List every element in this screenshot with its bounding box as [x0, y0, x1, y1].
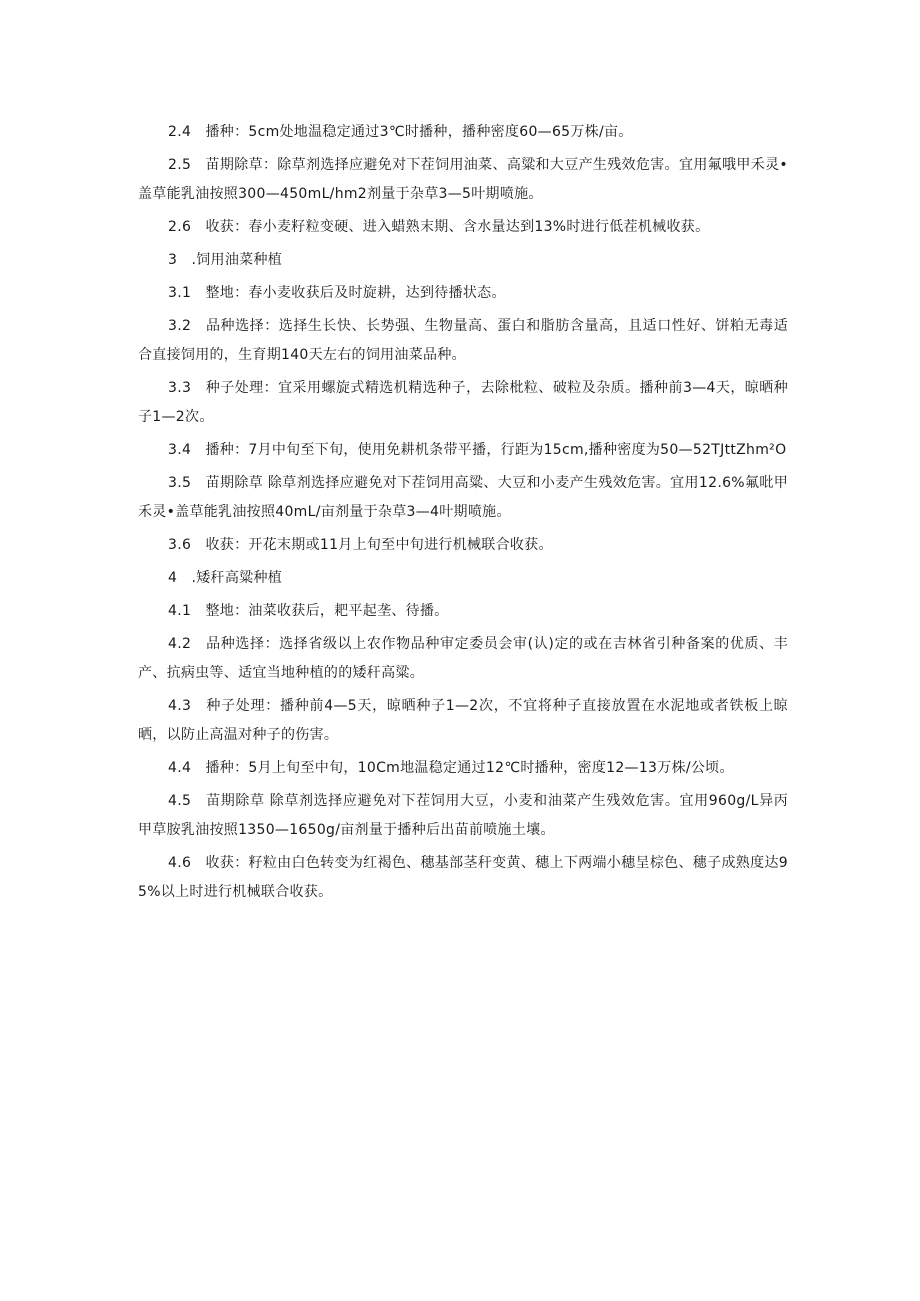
paragraph-2-6: 2.6 收获：春小麦籽粒变硬、进入蜡熟末期、含水量达到13%时进行低茬机械收获。	[168, 219, 710, 235]
paragraph-3-6: 3.6 收获：开花末期或11月上旬至中旬进行机械联合收获。	[168, 537, 553, 553]
paragraph-4-6: 4.6 收获：籽粒由白色转变为红褐色、穗基部茎秆变黄、穗上下两端小穗呈棕色、穗子成熟度达95%以上时进行机械联合收获。	[138, 855, 788, 900]
paragraph-3-4: 3.4 播种：7月中旬至下旬，使用免耕机条带平播，行距为15cm,播种密度为50—52TJttZhm²O	[168, 442, 787, 458]
paragraph-4-1: 4.1 整地：油菜收获后，耙平起垄、待播。	[168, 603, 449, 619]
section-heading-4: 4 .矮秆高粱种植	[168, 570, 283, 586]
paragraph-4-3: 4.3 种子处理：播种前4—5天，晾晒种子1—2次，不宜将种子直接放置在水泥地或者铁板上晾晒，以防止高温对种子的伤害。	[138, 698, 788, 743]
paragraph-3-3: 3.3 种子处理：宜采用螺旋式精选机精选种子，去除枇粒、破粒及杂质。播种前3—4天，晾晒种子1—2次。	[138, 380, 788, 425]
paragraph-4-2: 4.2 品种选择：选择省级以上农作物品种审定委员会审(认)定的或在吉林省引种备案的优质、丰产、抗病虫等、适宜当地种植的的矮秆高粱。	[138, 636, 788, 681]
paragraph-3-2: 3.2 品种选择：选择生长快、长势强、生物量高、蛋白和脂肪含量高，且适口性好、饼粕无毒适合直接饲用的，生育期140天左右的饲用油菜品种。	[138, 318, 788, 363]
paragraph-4-5: 4.5 苗期除草 除草剂选择应避免对下茬饲用大豆，小麦和油菜产生残效危害。宜用960g/L异丙甲草胺乳油按照1350—1650g/亩剂量于播种后出苗前喷施土壤。	[138, 793, 788, 838]
document-body	[138, 118, 788, 907]
paragraph-3-5: 3.5 苗期除草 除草剂选择应避免对下茬饲用高粱、大豆和小麦产生残效危害。宜用12.6%氟吡甲禾灵•盖草能乳油按照40mL/亩剂量于杂草3—4叶期喷施。	[138, 475, 788, 520]
paragraph-2-4: 2.4 播种：5cm处地温稳定通过3℃时播种，播种密度60—65万株/亩。	[168, 124, 633, 140]
paragraph-3-1: 3.1 整地：春小麦收获后及时旋耕，达到待播状态。	[168, 285, 506, 301]
section-heading-3: 3 .饲用油菜种植	[168, 252, 283, 268]
paragraph-4-4: 4.4 播种：5月上旬至中旬，10Cm地温稳定通过12℃时播种，密度12—13万株/公顷。	[168, 760, 734, 776]
paragraph-2-5: 2.5 苗期除草：除草剂选择应避免对下茬饲用油菜、高粱和大豆产生残效危害。宜用氟哦甲禾灵•盖草能乳油按照300—450mL/hm2剂量于杂草3—5叶期喷施。	[138, 157, 788, 202]
